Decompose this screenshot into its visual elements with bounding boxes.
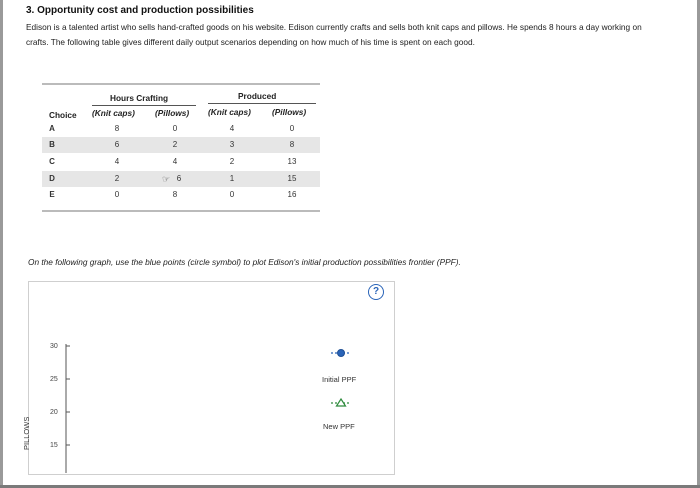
choice-cell: E [49, 190, 55, 199]
hand-cursor-icon: ☞ [162, 174, 171, 184]
prod-knit-cell: 1 [229, 174, 235, 183]
hours-knit-cell: 0 [114, 190, 120, 199]
legend-initial-label: Initial PPF [322, 375, 357, 384]
hours-pillows-cell: 2 [172, 140, 178, 149]
hours-pillows-cell: 6 [176, 174, 182, 183]
y-tick-label: 15 [50, 442, 58, 449]
question-intro: Edison is a talented artist who sells hand-crafted goods on his website. Edison currently crafts and sells both knit caps and pillows. He spends 8 hours a day working on crafts. The following table gives different daily output scenarios depending on how much of his time is spent on each good. [26, 22, 642, 47]
hours-knit-cell: 8 [114, 124, 120, 133]
prod-pillows-cell: 13 [287, 157, 297, 166]
prod-knit-cell: 4 [229, 124, 235, 133]
hours-knit-cell: 4 [114, 157, 120, 166]
header-prod-knit-caps: (Knit caps) [208, 107, 251, 117]
prod-pillows-cell: 8 [289, 140, 295, 149]
choice-cell: C [49, 157, 55, 166]
y-axis-title: PILLOWS [22, 416, 31, 450]
header-produced: Produced [238, 91, 277, 101]
prod-knit-cell: 3 [229, 140, 235, 149]
prod-knit-cell: 0 [229, 190, 235, 199]
choice-cell: D [49, 174, 55, 183]
question-title: 3. Opportunity cost and production possibilities [26, 5, 254, 16]
hours-knit-cell: 6 [114, 140, 120, 149]
hours-pillows-cell: 0 [172, 124, 178, 133]
prod-knit-cell: 2 [229, 157, 235, 166]
header-hours-crafting: Hours Crafting [110, 93, 169, 103]
hours-knit-cell: 2 [114, 174, 120, 183]
header-hours-knit-caps: (Knit caps) [92, 108, 135, 118]
prod-pillows-cell: 16 [287, 190, 297, 199]
header-choice: Choice [49, 110, 77, 120]
hours-pillows-cell: 8 [172, 190, 178, 199]
hours-pillows-cell: 4 [172, 157, 178, 166]
y-tick-label: 20 [50, 409, 58, 416]
choice-cell: B [49, 140, 55, 149]
choice-cell: A [49, 124, 55, 133]
initial-ppf-circle-icon[interactable] [338, 350, 345, 357]
legend-new-label: New PPF [323, 422, 355, 431]
prod-pillows-cell: 0 [289, 124, 295, 133]
prod-pillows-cell: 15 [287, 174, 297, 183]
graph-instruction: On the following graph, use the blue points (circle symbol) to plot Edison's initial production possibilities frontier (PPF). [28, 257, 461, 267]
header-hours-pillows: (Pillows) [155, 108, 190, 118]
header-prod-pillows: (Pillows) [272, 107, 307, 117]
y-tick-label: 25 [50, 376, 58, 383]
help-icon[interactable]: ? [368, 284, 384, 300]
y-tick-label: 30 [50, 343, 58, 350]
